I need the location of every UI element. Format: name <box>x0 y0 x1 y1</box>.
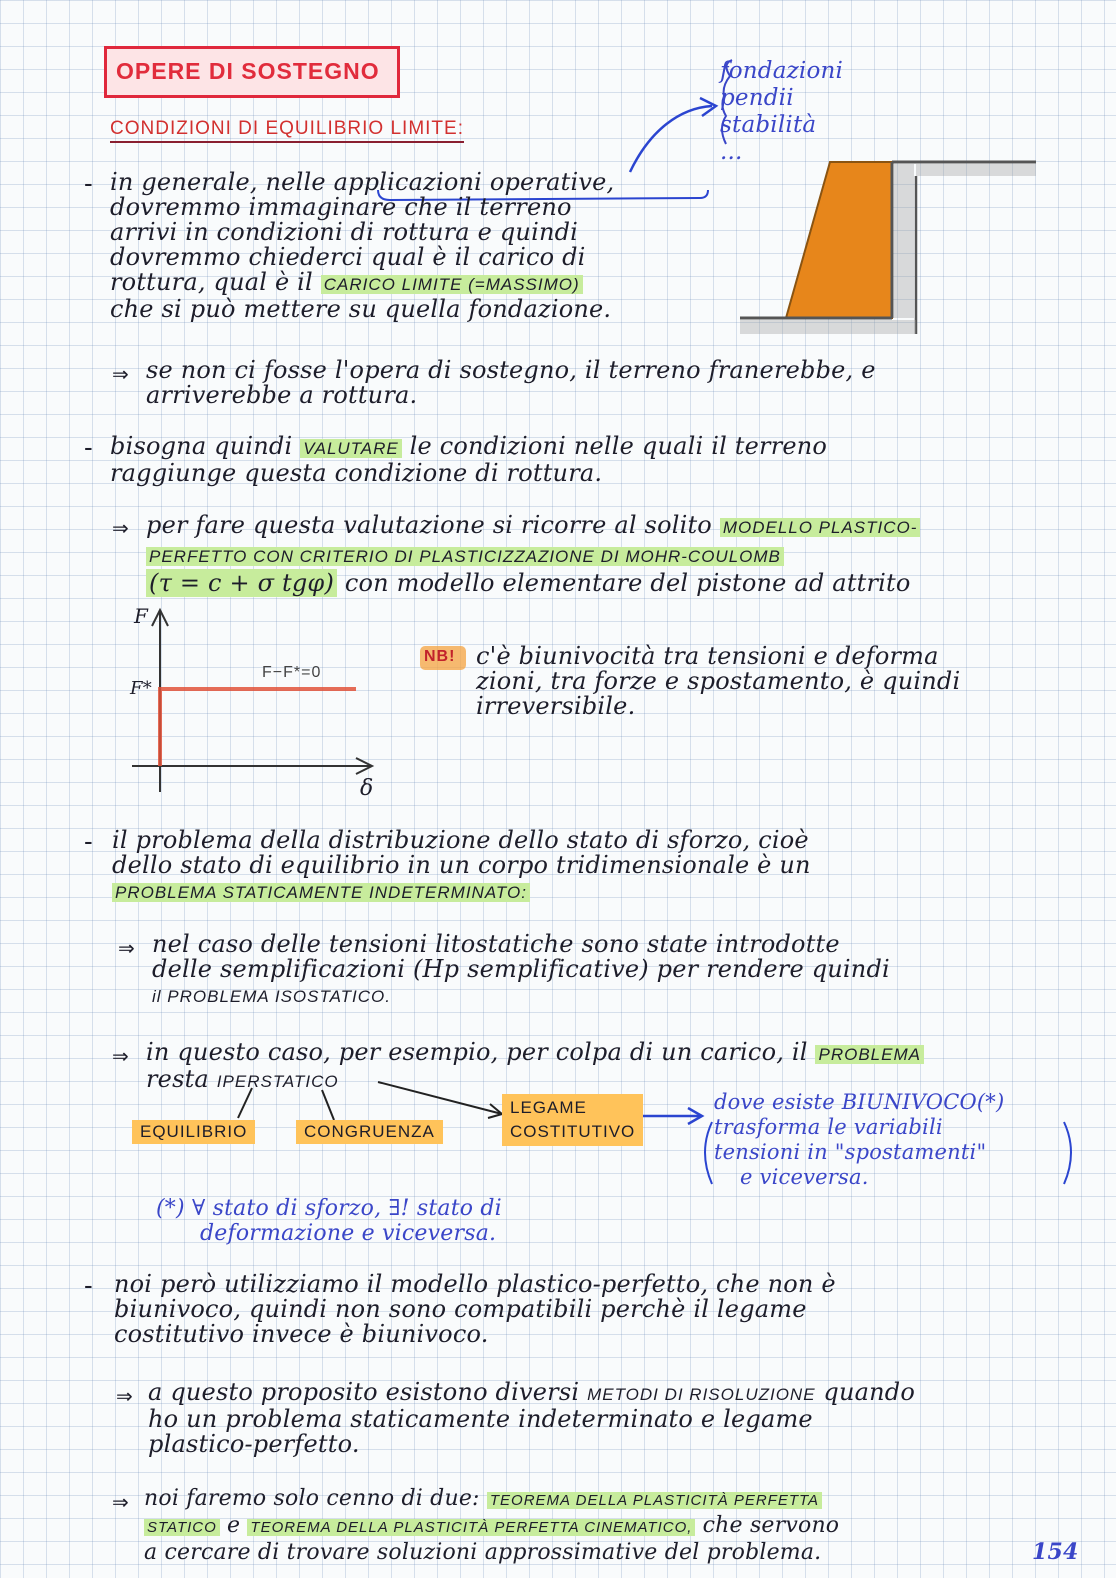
carico-limite-highlight: CARICO LIMITE (=MASSIMO) <box>321 275 583 294</box>
text-line: arrivi in condizioni di rottura e quindi <box>110 218 579 246</box>
page-number: 154 <box>1032 1539 1079 1565</box>
bracket-left <box>705 1122 712 1184</box>
box-equilibrio: EQUILIBRIO <box>132 1120 255 1144</box>
paragraph-3 <box>112 828 811 905</box>
link-arrow-icon <box>630 106 712 172</box>
text-line: ho un problema staticamente indeterminato e legame <box>148 1405 813 1433</box>
top-hatch <box>916 164 1036 176</box>
text: resta <box>146 1065 209 1093</box>
text-line: (*) ∀ stato di sforzo, ∃! stato di <box>156 1196 502 1221</box>
bullet-dash: - <box>84 168 93 198</box>
text: bisogna quindi <box>110 432 293 460</box>
text-line: nel caso delle tensioni litostatiche sono state introdotte <box>152 930 840 958</box>
arrow-note-3 <box>152 932 890 1009</box>
footnote <box>156 1196 502 1246</box>
problema-isostatico: il PROBLEMA ISOSTATICO. <box>152 987 391 1006</box>
force-displacement-graph <box>132 610 372 792</box>
text-line: c'è biunivocità tra tensioni e deforma <box>476 642 939 670</box>
statico-highlight: STATICO <box>144 1519 220 1536</box>
arrow-bullet-icon: ⇒ <box>112 518 129 540</box>
text: con modello elementare del pistone ad attrito <box>344 569 911 597</box>
text-line: a cercare di trovare soluzioni approssimative del problema. <box>144 1540 822 1565</box>
side-list-item: ... <box>720 139 743 165</box>
box-legame-line2: COSTITUTIVO <box>510 1122 636 1141</box>
text-line: delle semplificazioni (Hp semplificative) per rendere quindi <box>152 955 890 983</box>
wall-body <box>786 162 892 318</box>
arrow-bullet-icon: ⇒ <box>116 1386 133 1408</box>
arrow-note-4 <box>146 1040 924 1094</box>
text-line: il problema della distribuzione dello stato di sforzo, cioè <box>112 826 809 854</box>
bullet-dash: - <box>84 826 93 856</box>
side-list-item: fondazioni <box>720 58 844 84</box>
iperstatico: IPERSTATICO <box>216 1072 339 1091</box>
problema-indeterminato-highlight: PROBLEMA STATICAMENTE INDETERMINATO: <box>112 883 530 902</box>
text: in questo caso, per esempio, per colpa di un carico, il <box>146 1038 808 1066</box>
text-line: zioni, tra forze e spostamento, è quindi <box>476 667 961 695</box>
text-line: trasforma le variabili <box>714 1115 943 1139</box>
text-line: dello stato di equilibrio in un corpo tridimensionale è un <box>112 851 811 879</box>
box-congruenza: CONGRUENZA <box>296 1120 443 1144</box>
section-subtitle: CONDIZIONI DI EQUILIBRIO LIMITE: <box>110 118 464 143</box>
text-line: tensioni in "spostamenti" <box>714 1140 987 1164</box>
metodi-risoluzione: METODI DI RISOLUZIONE <box>587 1385 816 1404</box>
mohr-coulomb-highlight: PERFETTO CON CRITERIO DI PLASTICIZZAZIONE DI MOHR-COULOMB <box>146 547 784 566</box>
text-line: dovremmo chiederci qual è il carico di <box>110 243 586 271</box>
text: che servono <box>702 1513 840 1538</box>
text-line: costitutivo invece è biunivoco. <box>114 1320 489 1348</box>
teorema-statico-highlight: TEOREMA DELLA PLASTICITÀ PERFETTA <box>487 1492 822 1509</box>
brace-icon <box>722 60 732 144</box>
arrow-bullet-icon: ⇒ <box>112 364 129 386</box>
arrow-note-5 <box>148 1380 915 1457</box>
arrow-note-6 <box>144 1486 839 1565</box>
arrow-bullet-icon: ⇒ <box>118 938 135 960</box>
nb-badge: NB! <box>424 648 456 665</box>
arrow-bullet-icon: ⇒ <box>112 1492 129 1514</box>
retaining-wall-drawing <box>740 162 1036 334</box>
text-line: noi però utilizziamo il modello plastico-perfetto, che non è <box>114 1270 836 1298</box>
text: noi faremo solo cenno di due: <box>144 1486 480 1511</box>
text-line: e viceversa. <box>740 1165 869 1189</box>
text: per fare questa valutazione si ricorre al solito <box>146 511 712 539</box>
paragraph-1 <box>110 170 710 322</box>
base-hatch <box>740 320 916 334</box>
text-line: irreversibile. <box>476 692 636 720</box>
text-line: raggiunge questa condizione di rottura. <box>110 459 603 487</box>
arrow-note-1 <box>146 358 876 408</box>
arrow-to-congruenza-icon <box>322 1090 334 1120</box>
text: e <box>226 1513 241 1538</box>
soil-hatch <box>894 164 914 318</box>
paragraph-4 <box>114 1272 836 1347</box>
formula-highlight: (τ = c + σ tgφ) <box>146 569 337 597</box>
blue-note <box>714 1090 1004 1190</box>
text-line: dovremmo immaginare che il terreno <box>110 193 572 221</box>
text-line: plastico-perfetto. <box>148 1430 360 1458</box>
text: in generale, nelle <box>110 168 326 196</box>
box-legame <box>502 1094 643 1146</box>
graph-equation: F−F*=0 <box>262 664 322 681</box>
text-line: se non ci fosse l'opera di sostegno, il terreno franerebbe, e <box>146 356 876 384</box>
text: rottura, qual è il <box>110 268 313 296</box>
bracket-right <box>1064 1122 1071 1184</box>
box-legame-line1: LEGAME <box>510 1098 587 1117</box>
graph-x-label: δ <box>360 776 374 801</box>
problema-highlight: PROBLEMA <box>815 1045 923 1064</box>
text-line: che si può mettere su quella fondazione. <box>110 295 612 323</box>
valutare-highlight: VALUTARE <box>300 439 402 458</box>
text: a questo proposito esistono diversi <box>148 1378 580 1406</box>
bullet-dash: - <box>84 1270 93 1300</box>
arrow-note-2 <box>146 512 920 597</box>
modello-highlight: MODELLO PLASTICO- <box>720 518 921 537</box>
nb-note <box>476 644 960 719</box>
paragraph-2 <box>110 434 827 486</box>
side-list-item: stabilità <box>720 112 817 138</box>
text: le condizioni nelle quali il terreno <box>409 432 828 460</box>
graph-y-label: F <box>134 604 149 628</box>
arrow-bullet-icon: ⇒ <box>112 1046 129 1068</box>
text-line: arriverebbe a rottura. <box>146 381 418 409</box>
bullet-dash: - <box>84 432 93 462</box>
side-list-item: pendii <box>720 85 794 111</box>
highlight-applicazioni: applicazioni operative, <box>333 168 615 196</box>
teorema-cinematico-highlight: TEOREMA DELLA PLASTICITÀ PERFETTA CINEMATICO, <box>247 1519 695 1536</box>
graph-curve <box>160 689 356 766</box>
text: quando <box>823 1378 916 1406</box>
page-title: OPERE DI SOSTEGNO <box>116 58 380 84</box>
text-line: biunivoco, quindi non sono compatibili perchè il legame <box>114 1295 807 1323</box>
text-line: dove esiste BIUNIVOCO(*) <box>714 1090 1005 1114</box>
graph-level-label: F* <box>130 678 152 699</box>
text-line: deformazione e viceversa. <box>200 1221 497 1246</box>
